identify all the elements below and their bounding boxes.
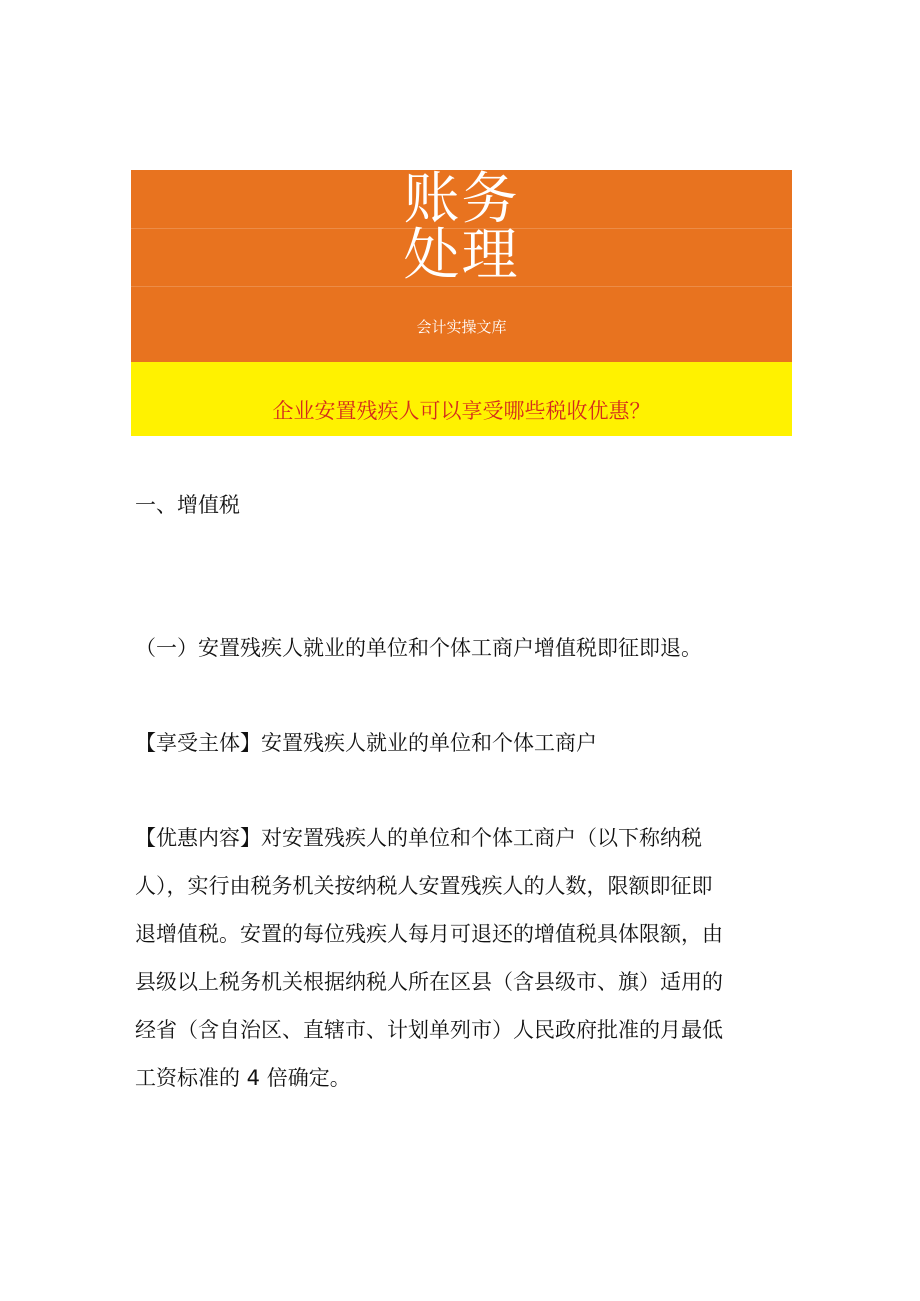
banner-title-line-1: 账务	[403, 167, 520, 232]
banner-title-line-2: 处理	[403, 223, 520, 288]
banner-subtitle: 会计实操文库	[416, 318, 507, 336]
content-line: 工资标准的 4 倍确定。	[135, 1066, 351, 1090]
content-paragraph	[135, 823, 795, 1111]
content-line: 经省（含自治区、直辖市、计划单列市）人民政府批准的月最低	[135, 1018, 723, 1042]
subject-line: 【享受主体】安置残疾人就业的单位和个体工商户	[135, 731, 597, 755]
headline-text: 企业安置残疾人可以享受哪些税收优惠？	[272, 399, 651, 423]
item-title: （一）安置残疾人就业的单位和个体工商户增值税即征即退。	[135, 636, 702, 660]
content-line: 【优惠内容】对安置残疾人的单位和个体工商户（以下称纳税	[135, 826, 702, 850]
header-banner	[131, 167, 792, 362]
content-line: 县级以上税务机关根据纳税人所在区县（含县级市、旗）适用的	[135, 970, 723, 994]
headline-band	[131, 362, 792, 436]
content-line: 退增值税。安置的每位残疾人每月可退还的增值税具体限额，由	[135, 922, 723, 946]
section-heading: 一、增值税	[135, 493, 240, 517]
content-line: 人），实行由税务机关按纳税人安置残疾人的人数，限额即征即	[135, 874, 713, 898]
